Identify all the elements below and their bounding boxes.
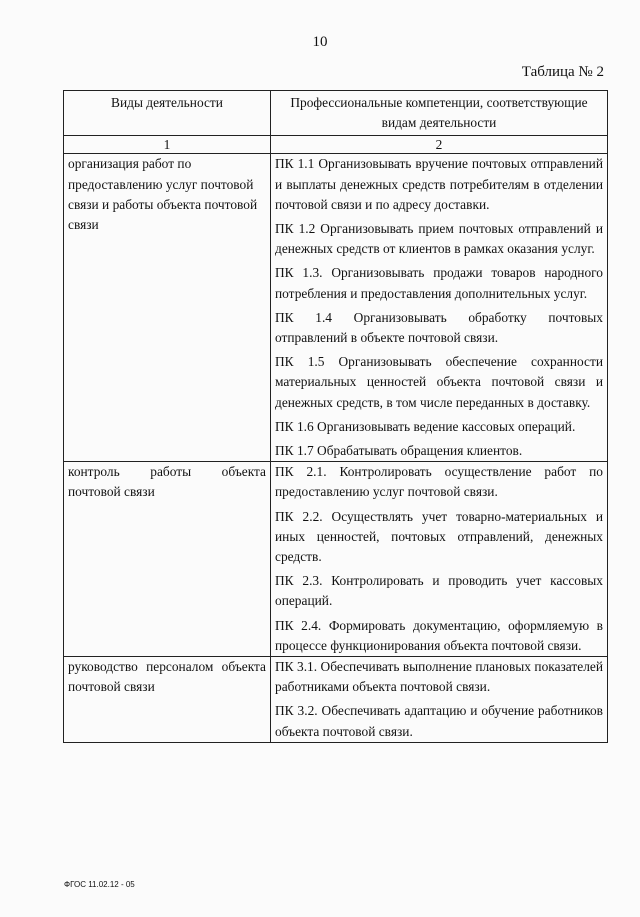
competency-item: ПК 3.1. Обеспечивать выполнение плановых показателей работниками объекта почтовой связи.	[275, 659, 603, 695]
competencies-table	[63, 90, 608, 743]
page-number: 10	[312, 34, 328, 50]
competencies-cell	[271, 657, 608, 743]
competency-item: ПК 2.4. Формировать документацию, оформляемую в процессе функционирования объекта почтовой связи.	[275, 617, 603, 653]
competency-item: ПК 1.6 Организовывать ведение кассовых операций.	[275, 418, 576, 434]
competency-item: ПК 1.1 Организовывать вручение почтовых отправлений и выплаты денежных средств потребителям в отделении почтовой связи и по адресу доставки.	[275, 156, 603, 212]
column-number-row	[64, 136, 608, 154]
table-header-row	[64, 91, 608, 136]
table-row	[64, 657, 608, 743]
competency-item: ПК 1.7 Обрабатывать обращения клиентов.	[275, 443, 523, 459]
competencies-cell	[271, 462, 608, 657]
competencies-cell	[271, 154, 608, 462]
table-row	[64, 154, 608, 462]
activity-cell: руководство персоналом объекта почтовой связи	[64, 657, 271, 743]
column-number-1: 1	[64, 136, 271, 154]
column-number-2: 2	[271, 136, 608, 154]
competency-item: ПК 2.2. Осуществлять учет товарно-материальных и иных ценностей, почтовых отправлений, денежных средств.	[275, 508, 603, 565]
competency-item: ПК 2.1. Контролировать осуществление работ по предоставлению услуг почтовой связи.	[275, 464, 603, 500]
footer-code: ФГОС 11.02.12 - 05	[64, 880, 135, 889]
table-title: Таблица № 2	[521, 64, 604, 80]
competency-item: ПК 1.3. Организовывать продажи товаров народного потребления и предоставления дополнительных услуг.	[275, 265, 603, 301]
competency-item: ПК 1.5 Организовывать обеспечение сохранности материальных ценностей объекта почтовой связи и денежных средств, в том числе переданных в доставку.	[275, 354, 603, 410]
activity-cell: организация работ по предоставлению услуг почтовой связи и работы объекта почтовой связи	[64, 154, 271, 462]
competency-item: ПК 1.2 Организовывать прием почтовых отправлений и денежных средств от клиентов в рамках оказания услуг.	[275, 221, 603, 257]
header-competencies: Профессиональные компетенции, соответствующие видам деятельности	[271, 91, 608, 136]
competency-item: ПК 3.2. Обеспечивать адаптацию и обучение работников объекта почтовой связи.	[275, 703, 603, 739]
header-activities: Виды деятельности	[64, 91, 271, 136]
activity-cell: контроль работы объекта почтовой связи	[64, 462, 271, 657]
competency-item: ПК 2.3. Контролировать и проводить учет кассовых операций.	[275, 573, 603, 609]
competency-item: ПК 1.4 Организовывать обработку почтовых отправлений в объекте почтовой связи.	[275, 309, 603, 346]
table-row	[64, 462, 608, 657]
